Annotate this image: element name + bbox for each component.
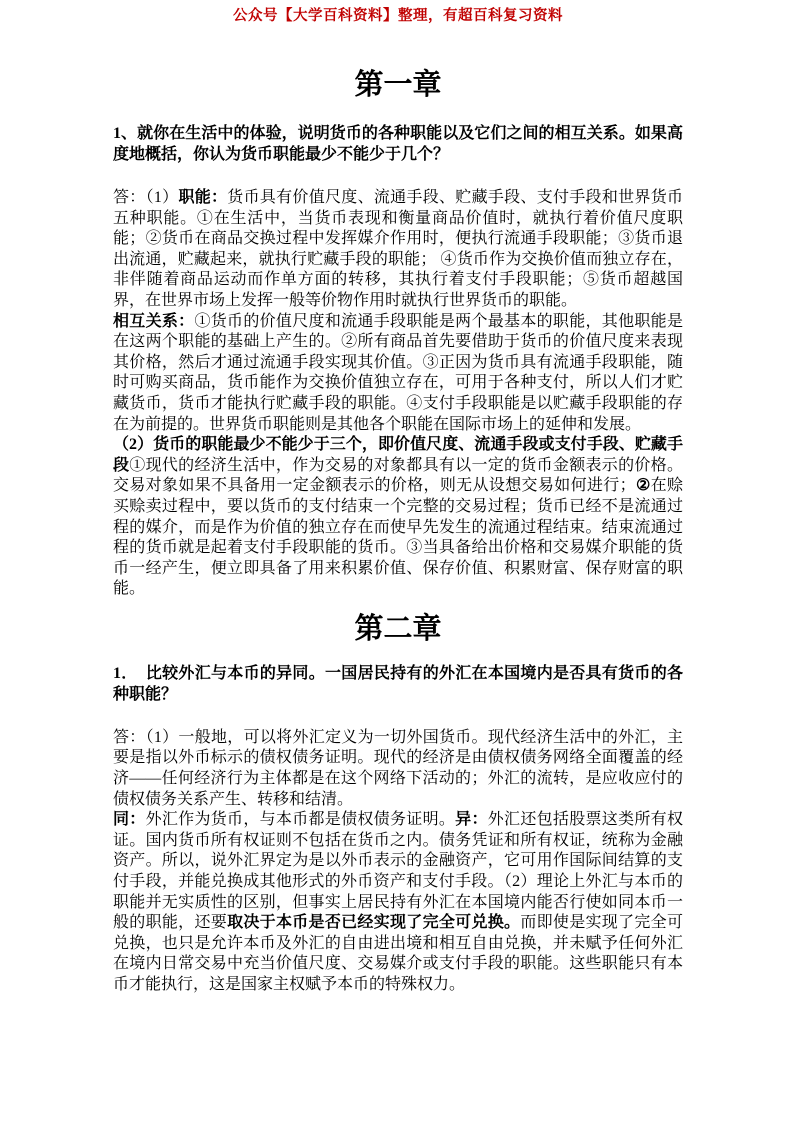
text-run-bold: （2）货币的职能最少不能少于三个，即价值尺度、流通手段或支付手段、贮藏手段: [113, 436, 683, 474]
text-run-bold: 同：: [113, 811, 146, 829]
text-run: 答：（1）: [113, 189, 179, 206]
text-run: 外汇作为货币，与本币都是债权债务证明。: [145, 811, 456, 829]
chapter2-answer-paragraph-2: [113, 810, 683, 995]
text-run: 而即使是实现了完全可兑换，也只是允许本币及外汇的自由进出境和相互自由兑换，并未赋予任何外汇在境内日常交易中充当价值尺度、交易媒介或支付手段的职能。这些职能只有本币才能执行，这是国家主权赋予本币的特殊权力。: [113, 914, 683, 993]
chapter1-answer-paragraph-2: [113, 312, 683, 436]
chapter1-answer-paragraph-1: [113, 188, 683, 312]
text-run: 答：（1）一般地，可以将外汇定义为一切外国货币。现代经济生活中的外汇，主要是指以外币标示的债权债务证明。现代的经济是由债权债务网络全面覆盖的经济——任何经济行为主体都是在这个网络下活动的；外汇的流转，是应收应付的债权债务关系产生、转移和结清。: [113, 728, 683, 808]
chapter2-answer-paragraph-1: [113, 728, 683, 810]
text-run: ①现代的经济生活中，作为交易的对象都具有以一定的货币金额表示的价格。交易对象如果不具备用一定金额表示的价格，则无从设想交易如何进行；: [113, 456, 683, 495]
text-run: 在赊买赊卖过程中，要以货币的支付结束一个完整的交易过程；货币已经不是流通过程的媒介，而是作为价值的独立存在而使早先发生的流通过程结束。结束流通过程的货币就是起着支付手段职能的货币。③当具备给出价格和交易媒介职能的货币一经产生，便立即具备了用来积累价值、保存价值、积累财富、保存财富的职能。: [113, 477, 683, 598]
text-run-bold: 异：: [455, 811, 488, 829]
chapter1-question: 1、就你在生活中的体验，说明货币的各种职能以及它们之间的相互关系。如果高度地概括，你认为货币职能最少不能少于几个？: [113, 125, 683, 163]
text-run-bold: 相互关系：: [113, 312, 195, 330]
chapter1-title: 第一章: [354, 69, 442, 101]
chapter2-title: 第二章: [354, 612, 442, 645]
text-run-bold: ②: [635, 477, 651, 495]
text-run-bold: 取决于本币是否已经实现了完全可兑换。: [227, 914, 521, 932]
chapter1-answer-paragraph-3: [113, 435, 683, 600]
chapter2-question: 1． 比较外汇与本币的异同。一国居民持有的外汇在本国境内是否具有货币的各种职能？: [113, 664, 683, 703]
text-run: 货币具有价值尺度、流通手段、贮藏手段、支付手段和世界货币五种职能。①在生活中，当货币表现和衡量商品价值时，就执行着价值尺度职能；②货币在商品交换过程中发挥媒介作用时，便执行流通手段职能；③货币退出流通，贮藏起来，就执行贮藏手段的职能； ④货币作为交换价值而独立存在，非伴随着商品运动而作单方面的转移，其执行着支付手段职能；⑤货币超越国界，在世界市场上发挥一般等价物作用时就执行世界货币的职能。: [113, 189, 683, 309]
text-run: ①货币的价值尺度和流通手段职能是两个最基本的职能，其他职能是在这两个职能的基础上产生的。②所有商品首先要借助于货币的价值尺度来表现其价格，然后才通过流通手段实现其价值。③正因为货币具有流通手段职能，随时可购买商品，货币能作为交换价值独立存在，可用于各种支付，所以人们才贮藏货币，货币才能执行贮藏手段的职能。④支付手段职能是以贮藏手段职能的存在为前提的。世界货币职能则是其他各个职能在国际市场上的延伸和发展。: [113, 312, 683, 433]
text-run-bold: 职能：: [178, 189, 228, 206]
text-run: 外汇还包括股票这类所有权证。国内货币所有权证则不包括在货币之内。债务凭证和所有权证，统称为金融资产。所以，说外汇界定为是以外币表示的金融资产，它可用作国际间结算的支付手段，并能兑换成其他形式的外币资产和支付手段。（2）理论上外汇与本币的职能并无实质性的区别，但事实上居民持有外汇在本国境内能否行使如同本币一般的职能，还要: [113, 811, 683, 932]
watermark-header: 公众号【大学百科资料】整理，有超百科复习资料: [233, 8, 563, 24]
